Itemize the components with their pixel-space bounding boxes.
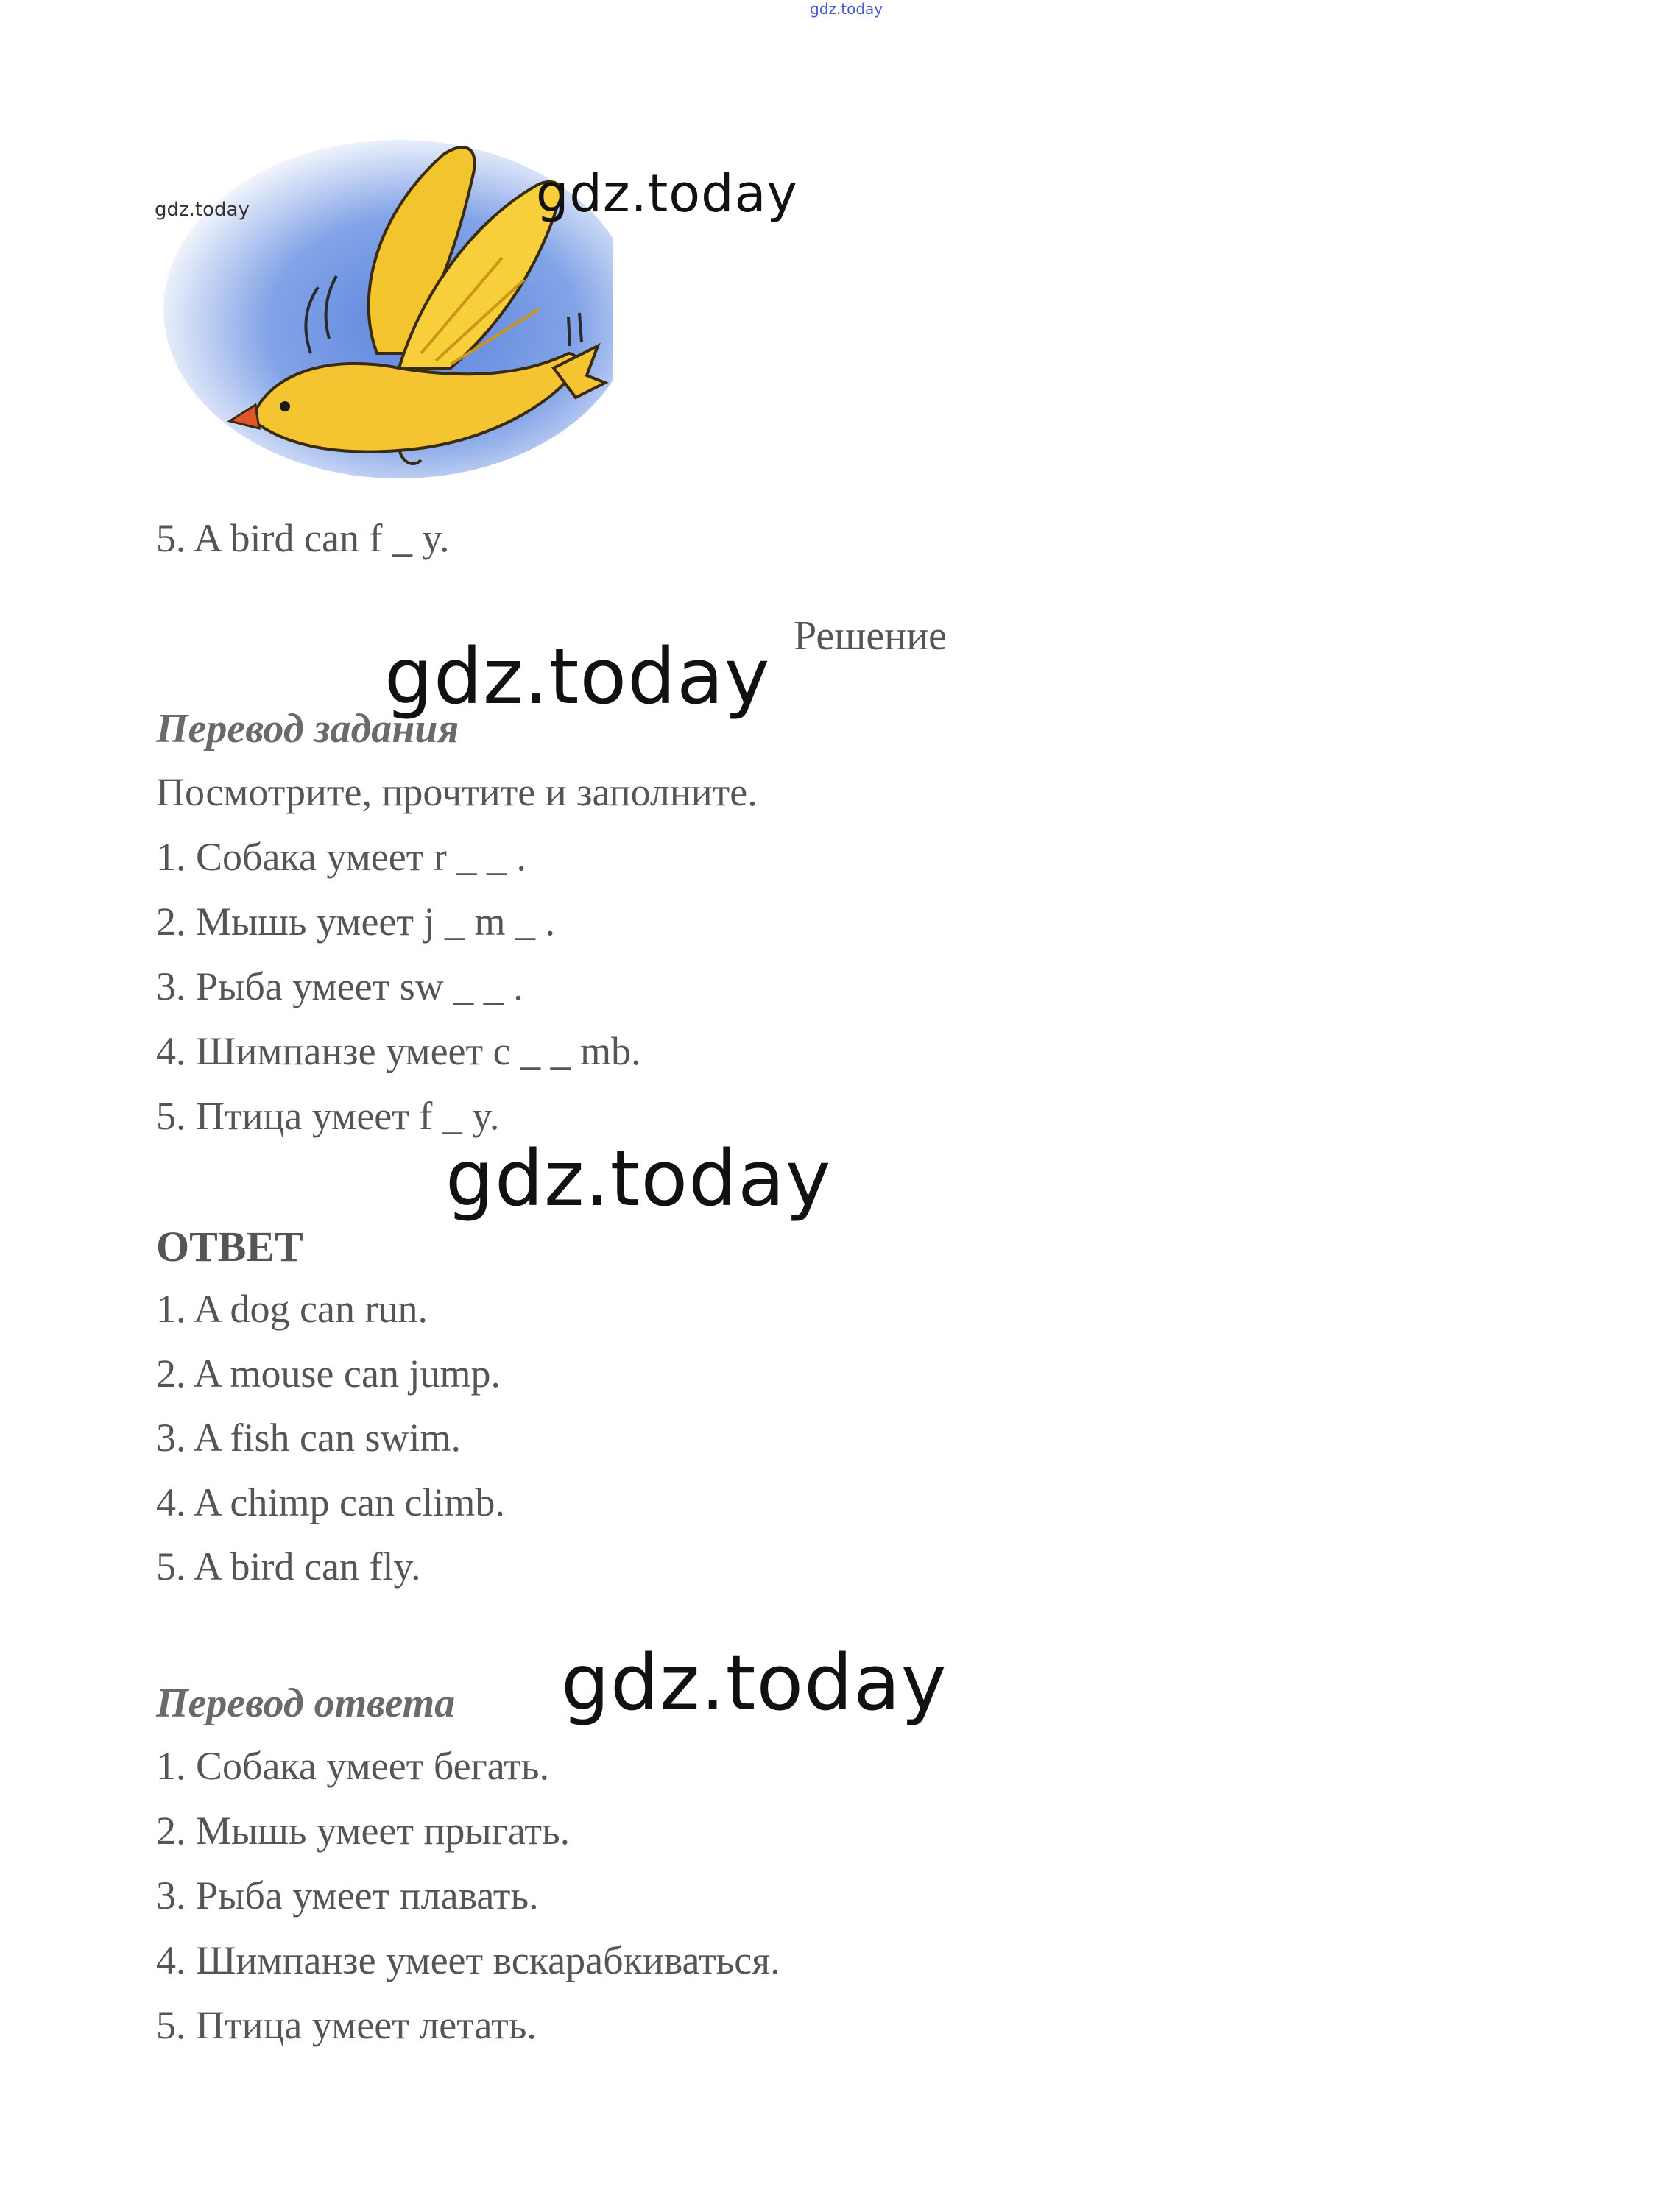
translation-item: 4. Шимпанзе умеет c _ _ mb. (156, 1029, 641, 1073)
solution-label: Решение (794, 613, 947, 659)
translation-item: 1. Собака умеет r _ _ . (156, 835, 526, 879)
answer-translation-item: 1. Собака умеет бегать. (156, 1744, 550, 1788)
translation-item: 2. Мышь умеет j _ m _ . (156, 900, 556, 944)
exercise-line: 5. A bird can f _ y. (156, 516, 450, 560)
answer-translation-item: 5. Птица умеет летать. (156, 2003, 537, 2047)
answer-item: 2. A mouse can jump. (156, 1352, 501, 1396)
translation-item: 3. Рыба умеет sw _ _ . (156, 964, 523, 1008)
answer-translation-item: 3. Рыба умеет плавать. (156, 1873, 539, 1918)
answer-item: 4. A chimp can climb. (156, 1480, 505, 1524)
answer-translation-item: 4. Шимпанзе умеет вскарабкиваться. (156, 1938, 780, 1982)
answer-heading: ОТВЕТ (156, 1223, 303, 1271)
small-watermark: gdz.today (155, 199, 250, 221)
answer-item: 5. A bird can fly. (156, 1544, 421, 1589)
answer-translation-heading: Перевод ответа (156, 1681, 456, 1726)
watermark-2: gdz.today (384, 632, 771, 721)
watermark-4: gdz.today (561, 1638, 947, 1728)
translation-heading: Перевод задания (156, 706, 459, 752)
watermark-1: gdz.today (536, 163, 798, 224)
watermark-3: gdz.today (445, 1134, 832, 1223)
answer-translation-item: 2. Мышь умеет прыгать. (156, 1809, 571, 1853)
translation-item: 5. Птица умеет f _ y. (156, 1094, 500, 1138)
answer-item: 3. A fish can swim. (156, 1416, 461, 1460)
answer-item: 1. A dog can run. (156, 1287, 428, 1331)
top-watermark: gdz.today (810, 0, 883, 18)
translation-instruction: Посмотрите, прочтите и заполните. (156, 770, 758, 814)
